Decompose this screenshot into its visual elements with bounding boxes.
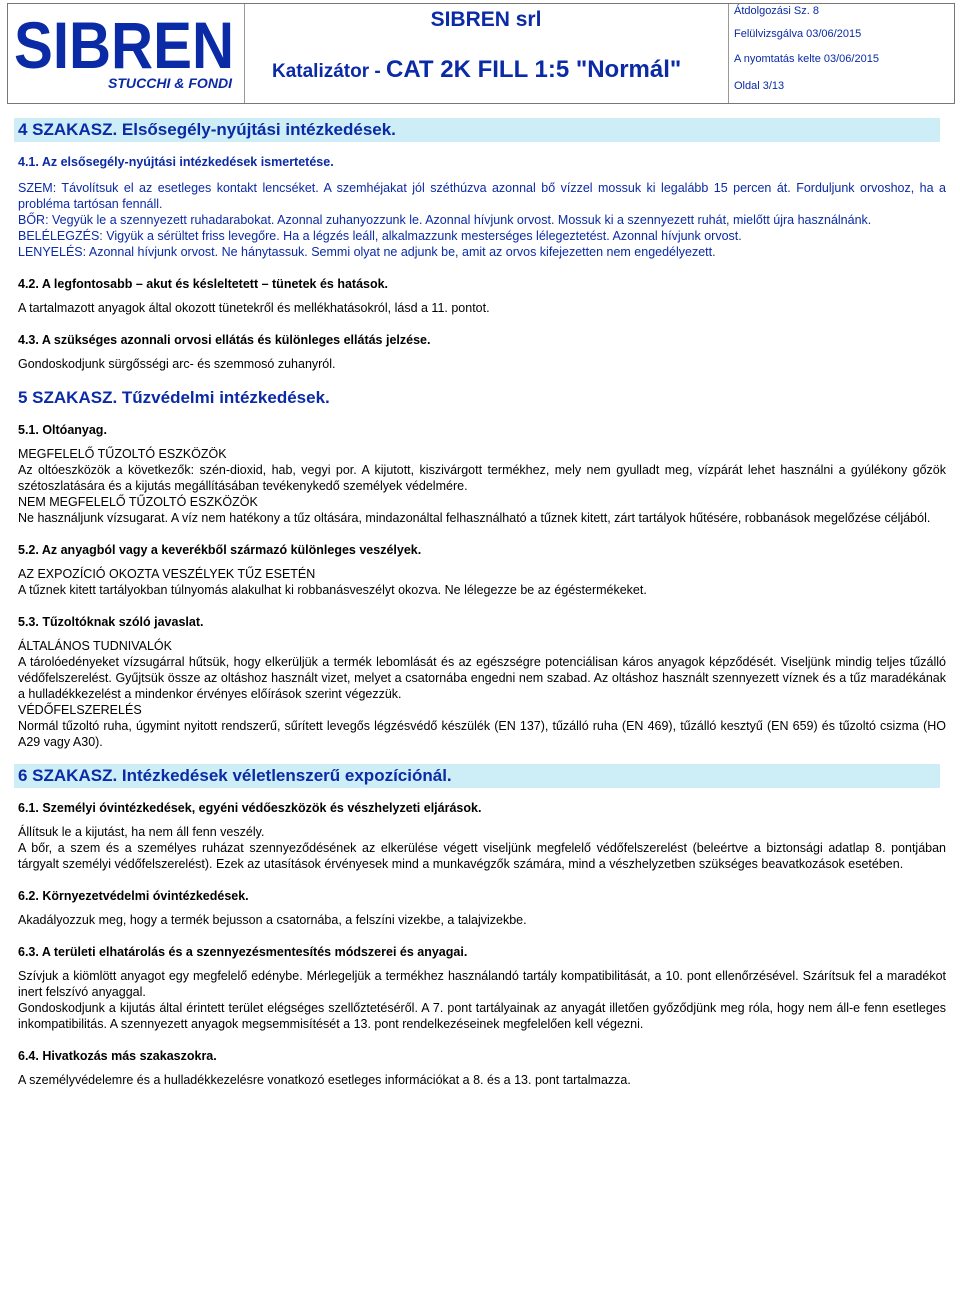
subsection-5-1-heading: 5.1. Oltóanyag.: [18, 423, 107, 437]
symptoms-text: A tartalmazott anyagok által okozott tünetekről és mellékhatásokról, lásd a 11. pontot.: [18, 301, 490, 315]
section-4-title: 4 SZAKASZ. Elsősegély-nyújtási intézkedések.: [14, 118, 940, 142]
protective-equipment-text: Normál tűzoltó ruha, úgymint nyitott rendszerű, sűrített levegős légzésvédő készülék (EN 137), tűzálló ruha (EN 469), tűzálló kesztyű (EN 659) és tűzoltó csizma (HO A29 vagy A30).: [18, 719, 946, 749]
suitable-media-label: MEGFELELŐ TŰZOLTÓ ESZKÖZÖK: [18, 447, 227, 461]
subsection-6-2-heading: 6.2. Környezetvédelmi óvintézkedések.: [18, 889, 249, 903]
subsection-6-4-heading: 6.4. Hivatkozás más szakaszokra.: [18, 1049, 217, 1063]
containment-text-1: Szívjuk a kiömlött anyagot egy megfelelő edénybe. Mérlegeljük a termékhez használandó tartály kompatibilitását, a 10. pont ellenőrzésével. Szárítsuk fel a maradékot inert felszívó anyaggal.: [18, 969, 946, 999]
logo-tagline: STUCCHI & FONDI: [108, 75, 234, 91]
subsection-6-3-heading: 6.3. A területi elhatárolás és a szennyezésmentesítés módszerei és anyagai.: [18, 945, 468, 959]
suitable-media-text: Az oltóeszközök a következők: szén-dioxid, hab, vegyi por. A kijutott, kiszivárgott termékhez, mely nem gyulladt meg, vízpárát lehet használni a gyúlékony gőzök szétoszlatására és a kijutás megállításában tevékenykedő személyek védelmére.: [18, 463, 946, 493]
general-info-label: ÁLTALÁNOS TUDNIVALÓK: [18, 639, 172, 653]
reference-text: A személyvédelemre és a hulladékkezelésre vonatkozó esetleges információkat a 8. és a 13. pont tartalmazza.: [18, 1073, 631, 1087]
subsection-5-3-heading: 5.3. Tűzoltóknak szóló javaslat.: [18, 615, 204, 629]
subsection-4-3-heading: 4.3. A szükséges azonnali orvosi ellátás és különleges ellátás jelzése.: [18, 333, 431, 347]
document-body: [18, 118, 946, 1088]
product-title: [272, 56, 681, 84]
subsection-4-1-heading: 4.1. Az elsősegély-nyújtási intézkedések ismertetése.: [18, 155, 334, 169]
subsection-6-1-heading: 6.1. Személyi óvintézkedések, egyéni védőeszközök és vészhelyzeti eljárások.: [18, 801, 482, 815]
print-date: A nyomtatás kelte 03/06/2015: [734, 53, 879, 65]
exposure-hazards-label: AZ EXPOZÍCIÓ OKOZTA VESZÉLYEK TŰZ ESETÉN: [18, 567, 316, 581]
section-5-title: 5 SZAKASZ. Tűzvédelmi intézkedések.: [18, 388, 330, 407]
title-cell: [244, 4, 729, 103]
product-name: CAT 2K FILL 1:5 "Normál": [386, 56, 682, 83]
meta-cell: [728, 4, 954, 103]
document-header: [7, 3, 955, 104]
product-prefix: Katalizátor -: [272, 61, 387, 82]
exposure-hazards-text: A tűznek kitett tartályokban túlnyomás alakulhat ki robbanásveszélyt okozva. Ne lélegezze be az égéstermékeket.: [18, 583, 647, 597]
personal-precautions-text-1: Állítsuk le a kijutást, ha nem áll fenn veszély.: [18, 825, 265, 839]
unsuitable-media-label: NEM MEGFELELŐ TŰZOLTÓ ESZKÖZÖK: [18, 495, 258, 509]
unsuitable-media-text: Ne használjunk vízsugarat. A víz nem hatékony a tűz oltására, mindazonáltal felhasználható a tűznek kitett, zárt tartályok hűtésére, robbanások megelőzése céljából.: [18, 511, 931, 525]
first-aid-eye: SZEM: Távolítsuk el az esetleges kontakt lencséket. A szemhéjakat jól széthúzva azonnal bő vízzel mossuk ki legalább 15 percen át. Forduljunk orvoshoz, ha a probléma tartósan fennáll.: [18, 181, 946, 211]
logo-cell: [8, 4, 245, 103]
logo-wordmark: SIBREN: [14, 8, 234, 82]
first-aid-skin: BŐR: Vegyük le a szennyezett ruhadarabokat. Azonnal zuhanyozzunk le. Azonnal hívjunk orvost. Mossuk ki a szennyezett ruhát, mielőtt újra használnánk.: [18, 213, 872, 227]
sibren-logo: [12, 6, 238, 102]
revision-number: Átdolgozási Sz. 8: [734, 5, 819, 17]
subsection-5-2-heading: 5.2. Az anyagból vagy a keverékből származó különleges veszélyek.: [18, 543, 422, 557]
medical-attention-text: Gondoskodjunk sürgősségi arc- és szemmosó zuhanyról.: [18, 357, 336, 371]
company-name: SIBREN srl: [430, 8, 542, 31]
protective-equipment-label: VÉDŐFELSZERELÉS: [18, 703, 142, 717]
containment-text-2: Gondoskodjunk a kijutás által érintett terület elégséges szellőztetéséről. A 7. pont tartályainak az anyagát illetően győződjünk meg róla, hogy nem áll-e fenn esetleges inkompatibilitás. A szennyezett anyagok megsemmisítését a 13. pont rendelkezéseinek megfelelően kell végezni.: [18, 1001, 946, 1031]
first-aid-inhalation: BELÉLEGZÉS: Vigyük a sérültet friss levegőre. Ha a légzés leáll, alkalmazzunk mesterséges lélegeztetést. Azonnal hívjunk orvost.: [18, 229, 742, 243]
environmental-precautions-text: Akadályozzuk meg, hogy a termék bejusson a csatornába, a felszíni vizekbe, a talajvizekbe.: [18, 913, 527, 927]
first-aid-ingestion: LENYELÉS: Azonnal hívjunk orvost. Ne hánytassuk. Semmi olyat ne adjunk be, amit az orvos kifejezetten nem engedélyezett.: [18, 245, 716, 259]
section-6-title: 6 SZAKASZ. Intézkedések véletlenszerű expozíciónál.: [14, 764, 940, 788]
personal-precautions-text-2: A bőr, a szem és a személyes ruházat szennyeződésének az elkerülése végett viseljünk megfelelő védőfelszerelést (beleértve a biztonsági adatlap 8. pontjában tárgyalt személyi védőfelszerelést). Ezek az utasítások érvényesek mind a munkavégzők számára, mind a vészhelyzetben szükséges beavatkozások esetében.: [18, 841, 946, 871]
general-info-text: A tárolóedényeket vízsugárral hűtsük, hogy elkerüljük a termék lebomlását és az egészségre potenciálisan káros anyagok képződését. Viseljünk mindig teljes tűzálló védőfelszerelést. Gyűjtsük össze az oltáshoz használt vizet, melyet a csatornába engedni nem szabad. Az oltáshoz használt szennyezett víznek és a tűz maradékának a hulladékkezelést a mindenkor érvényes előírások szerint végezzük.: [18, 655, 946, 701]
subsection-4-2-heading: 4.2. A legfontosabb – akut és késleltetett – tünetek és hatások.: [18, 277, 389, 291]
page-number: Oldal 3/13: [734, 80, 785, 92]
review-date: Felülvizsgálva 03/06/2015: [734, 28, 862, 40]
